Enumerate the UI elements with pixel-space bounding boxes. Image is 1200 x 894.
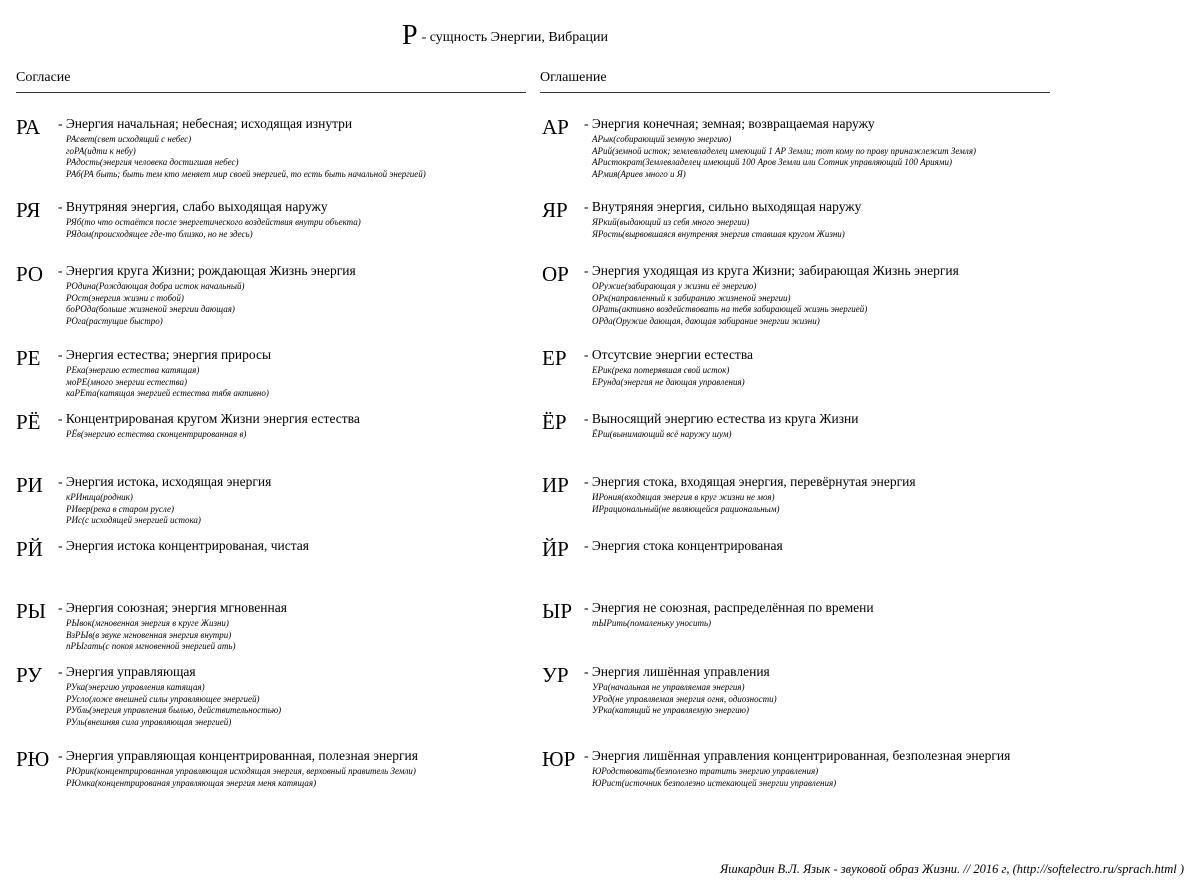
entry-code: ЮР <box>542 747 576 771</box>
entry-code: РЕ <box>16 346 41 370</box>
entry-examples <box>592 766 836 789</box>
entry-description: - Энергия истока, исходящая энергия <box>58 474 272 489</box>
example-item: РУль(внешняя сила управляющая энергией) <box>66 716 232 727</box>
entry-examples <box>592 429 731 441</box>
entry-description: - Концентрированая кругом Жизни энергия естества <box>58 411 360 426</box>
example-item: пРЫгать(с покоя мгновенной энергией ать) <box>66 641 236 652</box>
entry-examples <box>66 766 416 789</box>
entry-examples <box>66 618 235 653</box>
entry-code: РО <box>16 262 44 286</box>
example-item: АРмия(Ариев много и Я) <box>592 168 686 179</box>
entry-description: - Энергия лишённая управления концентрированная, безполезная энергия <box>584 748 1011 763</box>
entry-description: - Выносящий энергию естества из круга Жизни <box>584 411 859 426</box>
example-item: ЮРист(источник безполезно истекающей энергии управления) <box>592 777 837 788</box>
example-item: АРистократ(Землевладелец имеющий 100 Аров Земли или Сотник управляющий 100 Ариями) <box>592 157 952 168</box>
example-item: РАдость(энергия человека достигшая небес) <box>66 157 239 168</box>
entry-code: ЯР <box>542 198 568 222</box>
example-item: РИвер(река в старом русле) <box>66 503 175 514</box>
example-item: боРОда(больше жизненой энергии дающая) <box>66 304 235 315</box>
entry-code: РУ <box>16 663 43 687</box>
entry-examples <box>66 217 361 240</box>
example-item: УРод(не управляемая энергия огня, одиозности) <box>592 693 777 704</box>
example-item: РЮрик(концентрированная управляющая исходящая энергия, верховный правитель Земли) <box>66 766 416 776</box>
column-heading-soglasie: Согласие <box>16 70 526 93</box>
entry-description: - Энергия круга Жизни; рождающая Жизнь энергия <box>58 263 356 278</box>
entry-code: ЫР <box>542 599 572 623</box>
entry-examples <box>592 492 780 515</box>
title-subtitle: - сущность Энергии, Вибрации <box>421 30 608 45</box>
example-item: РОга(растущие быстро) <box>66 315 163 326</box>
example-item: кРИница(родник) <box>66 492 133 502</box>
example-item: ОРужие(забирающая у жизни её энергию) <box>592 281 757 291</box>
example-item: РЕка(энергию естества катящая) <box>66 365 200 375</box>
example-item: РАсвет(свет исходящий с небес) <box>66 134 192 144</box>
entry-code: РЙ <box>16 537 43 561</box>
entry-examples <box>592 217 845 240</box>
page-title <box>0 20 1010 52</box>
example-item: тЫРить(помаленьку уносить) <box>592 618 712 628</box>
example-item: моРЕ(много энергии естества) <box>66 376 187 387</box>
entry-examples <box>66 281 244 327</box>
entry-code: ИР <box>542 473 569 497</box>
example-item: РЮмка(концентрированая управляющая энергия меня катящая) <box>66 777 317 788</box>
entry-examples <box>66 429 246 441</box>
example-item: ИРония(входящая энергия в круг жизни не моя) <box>592 492 775 502</box>
entry-examples <box>592 365 745 388</box>
example-item: УРа(начальная не управляемая энергия) <box>592 682 745 692</box>
example-item: гоРА(идти к небу) <box>66 145 136 156</box>
example-item: РУбль(энергия управления былью, действительностью) <box>66 705 282 716</box>
entry-description: - Энергия управляющая <box>58 664 196 679</box>
entry-code: АР <box>542 115 569 139</box>
example-item: ЁРш(вынимающий всё наружу шум) <box>592 429 732 439</box>
entry-examples <box>66 682 281 728</box>
column-heading-oglashenie: Оглашение <box>540 70 1050 93</box>
entry-description: - Внутряняя энергия, слабо выходящая наружу <box>58 199 328 214</box>
entry-code: РЮ <box>16 747 50 771</box>
example-item: РУка(энергию управления катящая) <box>66 682 205 692</box>
example-item: ОРда(Оружие дающая, дающая забирание энергии жизни) <box>592 315 820 326</box>
entry-code: РЁ <box>16 410 41 434</box>
entry-examples <box>592 618 711 630</box>
entry-description: - Энергия не союзная, распределённая по времени <box>584 600 874 615</box>
entry-code: ЕР <box>542 346 567 370</box>
example-item: ЯРкий(выдающий из себя много энергии) <box>592 217 750 227</box>
example-item: ОРк(направленный к забиранию жизненой энергии) <box>592 292 791 303</box>
example-item: АРий(земной исток; землевладелец имеющий 1 АР Земли; тот кому по праву принажлежит Земля) <box>592 145 976 156</box>
title-letter: Р <box>402 20 418 51</box>
example-item: РЁв(энергию естества сконцентрированная в) <box>66 429 247 439</box>
entry-description: - Энергия управляющая концентрированная, полезная энергия <box>58 748 418 763</box>
example-item: ВзРЫв(в звуке мгновенная энергия внутри) <box>66 629 232 640</box>
example-item: ЕРунда(энергия не дающая управления) <box>592 376 745 387</box>
example-item: РАб(РА быть; быть тем кто меняет мир своей энергией, то есть быть начальной энергией) <box>66 168 426 179</box>
example-item: РОдина(Рождающая добра исток начальный) <box>66 281 245 291</box>
example-item: РЫвок(мгновенная энергия в круге Жизни) <box>66 618 229 628</box>
example-item: ИРрациональный(не являющейся рациональным) <box>592 503 780 514</box>
entry-description: - Энергия стока концентрированая <box>584 538 783 553</box>
example-item: РЯдом(происходящее где-то близко, но не здесь) <box>66 228 253 239</box>
entry-description: - Энергия истока концентрированая, чистая <box>58 538 309 553</box>
entry-description: - Энергия естества; энергия приросы <box>58 347 272 362</box>
entry-description: - Внутряняя энергия, сильно выходящая наружу <box>584 199 862 214</box>
example-item: РУсло(ложе внешней силы управляющее энергией) <box>66 693 260 704</box>
entry-examples <box>66 492 201 527</box>
example-item: ОРать(активно воздействовать на тебя забирающей жизнь энергией) <box>592 304 868 315</box>
entry-examples <box>592 134 976 180</box>
example-item: РИс(с исходящей энергией истока) <box>66 515 201 526</box>
example-item: ЮРодствовать(безполезно тратить энергию управления) <box>592 766 819 776</box>
example-item: ЕРик(река потерявшая свой исток) <box>592 365 730 375</box>
entry-examples <box>592 281 867 327</box>
entry-code: РИ <box>16 473 43 497</box>
entry-code: РЫ <box>16 599 46 623</box>
entry-code: ЙР <box>542 537 569 561</box>
entry-examples <box>592 682 777 717</box>
entry-code: РА <box>16 115 41 139</box>
example-item: УРка(катящий не управляемую энергию) <box>592 705 749 716</box>
example-item: каРЕта(катящая энергией естества тябя активно) <box>66 388 269 399</box>
entry-description: - Энергия союзная; энергия мгновенная <box>58 600 287 615</box>
entry-code: ЁР <box>542 410 567 434</box>
entry-description: - Отсутсвие энергии естества <box>584 347 754 362</box>
example-item: ЯРость(вырвовшаяся внутреняя энергия ставшая кругом Жизни) <box>592 228 845 239</box>
entry-description: - Энергия уходящая из круга Жизни; забирающая Жизнь энергия <box>584 263 959 278</box>
entry-description: - Энергия начальная; небесная; исходящая изнутри <box>58 116 353 131</box>
entry-description: - Энергия стока, входящая энергия, перевёрнутая энергия <box>584 474 916 489</box>
entry-examples <box>66 365 269 400</box>
example-item: АРык(собирающий земную энергию) <box>592 134 732 144</box>
footer-citation: Яшкардин В.Л. Язык - звуковой образ Жизни. // 2016 г, (http://softelectro.ru/sprach.html ) <box>720 862 1184 876</box>
entry-code: ОР <box>542 262 569 286</box>
example-item: РОст(энергия жизни с тобой) <box>66 292 184 303</box>
example-item: РЯб(то что остаётся после энергетического воздействия внутри объекта) <box>66 217 361 227</box>
entry-code: РЯ <box>16 198 41 222</box>
entry-examples <box>66 134 426 180</box>
entry-code: УР <box>542 663 569 687</box>
entry-description: - Энергия лишённая управления <box>584 664 770 679</box>
entry-description: - Энергия конечная; земная; возвращаемая наружу <box>584 116 875 131</box>
